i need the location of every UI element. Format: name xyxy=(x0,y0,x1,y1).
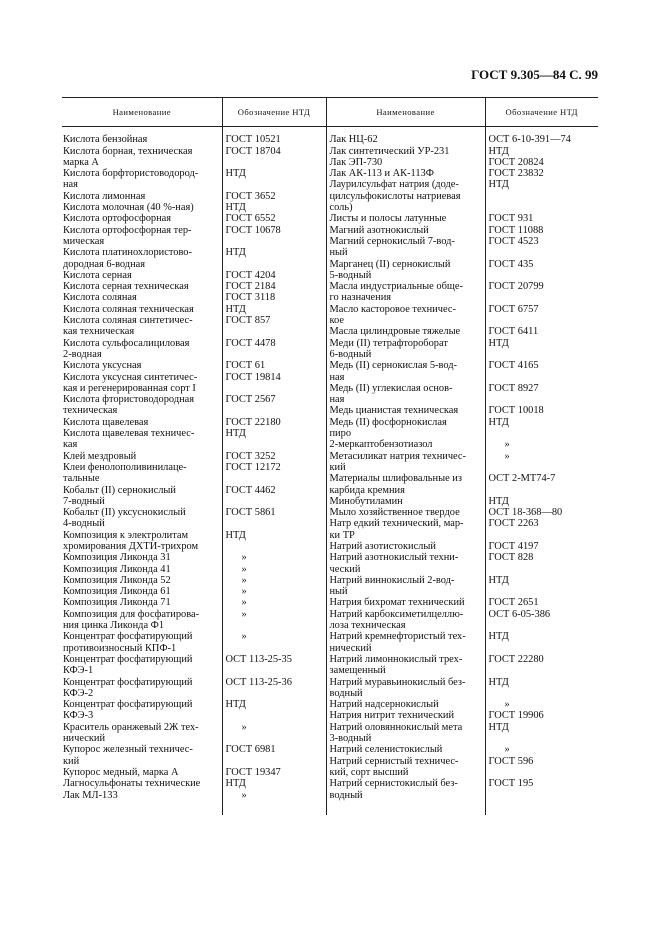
page-header: ГОСТ 9.305—84 С. 99 xyxy=(471,67,598,82)
right-ntd-line: НТД xyxy=(488,676,509,688)
right-name-line: ки ТР xyxy=(329,529,355,541)
left-name-line: Клеи фенолополивинилаце- xyxy=(63,461,187,473)
right-ntd-line: ГОСТ 10018 xyxy=(488,405,544,417)
right-ntd-line: ГОСТ 6757 xyxy=(488,303,539,315)
right-ntd-line: ГОСТ 4197 xyxy=(488,540,539,552)
right-ntd-line xyxy=(489,394,597,405)
right-ntd-line: НТД xyxy=(488,631,509,643)
left-ntd-line: » xyxy=(241,586,247,598)
right-ntd-line: ГОСТ 20824 xyxy=(488,156,544,168)
table-body-row xyxy=(62,127,598,815)
right-ntd-line: ОСТ 6-05-386 xyxy=(488,608,551,620)
left-ntd-line: ГОСТ 3118 xyxy=(225,292,276,304)
left-ntd-line: » xyxy=(241,574,247,586)
left-ntd-line xyxy=(226,710,324,721)
left-ntd-line: ГОСТ 6552 xyxy=(225,213,276,225)
left-ntd-line: ГОСТ 4478 xyxy=(225,337,276,349)
right-name-line: Материалы шлифовальные из xyxy=(329,473,462,485)
header-ntd-right: Обозначение НТД xyxy=(485,98,598,127)
right-name-line: Натрий сернистокислый без- xyxy=(329,778,458,790)
left-ntd-line: НТД xyxy=(225,202,246,214)
right-name-line: Натрий муравьинокислый без- xyxy=(329,676,466,688)
left-name-line: кая xyxy=(63,439,78,451)
right-ntd-line: ГОСТ 6411 xyxy=(488,326,539,338)
left-ntd-line: ГОСТ 22180 xyxy=(225,416,281,428)
left-name-line: Композиция Ликонда 61 xyxy=(63,586,171,598)
right-ntd-line: ГОСТ 20799 xyxy=(488,281,544,293)
right-name-line: Лак ЭП-730 xyxy=(329,156,383,168)
right-name-line: Натрия бихромат технический xyxy=(329,597,465,609)
right-name-line: водный xyxy=(329,789,363,801)
right-ntd-line xyxy=(489,349,597,360)
right-ntd-line xyxy=(489,292,597,303)
right-name-line: Медь (II) углекислая основ- xyxy=(329,382,453,394)
left-ntd-line: » xyxy=(241,631,247,643)
right-ntd-line xyxy=(489,530,597,541)
right-name-line: Медь (II) сернокислая 5-вод- xyxy=(329,360,457,372)
right-name-line: цилсульфокислоты натриевая xyxy=(329,190,461,202)
left-name-line: Кислота платинохлористово- xyxy=(63,247,192,259)
left-ntd-line xyxy=(226,620,324,631)
left-name-line: кая техническая xyxy=(63,326,135,338)
right-name-line: Лаурилсульфат натрия (доде- xyxy=(329,179,459,191)
left-ntd-line xyxy=(226,541,324,552)
left-name-line: 4-водный xyxy=(63,518,105,530)
left-name-line: Кислота сульфосалициловая xyxy=(63,337,190,349)
left-ntd-line xyxy=(226,157,324,168)
left-ntd-line xyxy=(226,473,324,484)
right-name-line: замещенный xyxy=(329,665,386,677)
right-ntd-line xyxy=(489,733,597,744)
left-ntd-line: НТД xyxy=(225,529,246,541)
right-ntd-line: НТД xyxy=(488,416,509,428)
left-name-line: Кислота соляная синтетичес- xyxy=(63,315,193,327)
left-ntd-line xyxy=(226,349,324,360)
left-ntd-line xyxy=(226,756,324,767)
header-name-left: Наименование xyxy=(62,98,222,127)
right-ntd-line: ГОСТ 596 xyxy=(488,755,534,767)
right-name-line: Натрий лимоннокислый трех- xyxy=(329,653,463,665)
right-ntd-line xyxy=(489,790,597,801)
left-ntd-line: ГОСТ 3652 xyxy=(225,190,276,202)
left-ntd-column xyxy=(222,127,326,815)
left-name-line: Кислота ортофосфорная тер- xyxy=(63,224,192,236)
left-ntd-line xyxy=(226,326,324,337)
right-ntd-line xyxy=(489,586,597,597)
right-name-line: Натрий селенистокислый xyxy=(329,744,443,756)
left-name-line: 2-водная xyxy=(63,348,102,360)
right-ntd-line xyxy=(489,202,597,213)
right-ntd-line: НТД xyxy=(488,574,509,586)
right-name-line: Натрий оловяннокислый мета xyxy=(329,721,463,733)
left-name-line: Кислота ортофосфорная xyxy=(63,213,172,225)
right-name-line: Магний азотнокислый xyxy=(329,224,429,236)
left-ntd-line xyxy=(226,688,324,699)
table-header-row xyxy=(62,98,598,127)
left-ntd-line: » xyxy=(241,789,247,801)
right-ntd-line: ГОСТ 23832 xyxy=(488,168,544,180)
right-ntd-line: ГОСТ 2651 xyxy=(488,597,539,609)
right-name-line: карбида кремния xyxy=(329,484,405,496)
right-name-line: лоза техническая xyxy=(329,620,406,632)
right-name-line: пиро xyxy=(329,428,352,440)
left-name-line: тальные xyxy=(63,473,100,485)
left-ntd-line: ГОСТ 4204 xyxy=(225,269,276,281)
right-ntd-line xyxy=(489,372,597,383)
left-ntd-line xyxy=(226,733,324,744)
standards-table xyxy=(62,97,598,815)
left-ntd-line xyxy=(226,383,324,394)
right-ntd-line: » xyxy=(504,439,510,451)
right-name-line: Натрий сернистый техничес- xyxy=(329,755,459,767)
left-ntd-line xyxy=(226,665,324,676)
left-ntd-line: ГОСТ 2567 xyxy=(225,394,276,406)
right-name-line: Лак НЦ-62 xyxy=(329,134,378,146)
left-name-line: Кобальт (II) сернокислый xyxy=(63,484,176,496)
right-name-line: ный xyxy=(329,586,348,598)
right-ntd-line: НТД xyxy=(488,495,509,507)
left-ntd-line: » xyxy=(241,608,247,620)
left-name-line: Композиция Ликонда 52 xyxy=(63,574,171,586)
right-ntd-line: ГОСТ 435 xyxy=(488,258,534,270)
right-name-line: Натрий азотистокислый xyxy=(329,540,436,552)
left-name-line: хромирования ДХТИ-трихром xyxy=(63,540,199,552)
right-name-line: 6-водный xyxy=(329,348,372,360)
left-name-line: Кислота борфтористоводород- xyxy=(63,168,199,180)
left-ntd-line xyxy=(226,518,324,529)
left-name-line: Композиция Ликонда 31 xyxy=(63,552,171,564)
right-name-line: 5-водный xyxy=(329,269,372,281)
left-ntd-line xyxy=(226,179,324,190)
left-name-line: КФЭ-1 xyxy=(63,665,94,677)
right-ntd-line xyxy=(489,462,597,473)
left-ntd-line: ОСТ 113-25-35 xyxy=(225,653,292,665)
right-ntd-line: » xyxy=(504,699,510,711)
right-name-line: Мыло хозяйственное твердое xyxy=(329,507,460,519)
left-name-line: Кислота молочная (40 %-ная) xyxy=(63,202,194,214)
right-name-line: ная xyxy=(329,371,345,383)
right-name-line: кий, сорт высший xyxy=(329,766,409,778)
right-name-line: Минобутиламин xyxy=(329,495,403,507)
left-ntd-line: ГОСТ 19347 xyxy=(225,766,281,778)
right-name-line: ный xyxy=(329,247,348,259)
left-names-column xyxy=(62,127,222,815)
left-ntd-line: » xyxy=(241,552,247,564)
right-name-line: Медь (II) фосфорнокислая xyxy=(329,416,447,428)
right-ntd-line: НТД xyxy=(488,721,509,733)
right-name-line: кое xyxy=(329,315,344,327)
left-name-line: противоизносный КПФ-1 xyxy=(63,642,177,654)
left-ntd-line: ОСТ 113-25-36 xyxy=(225,676,292,688)
right-name-line: Натрий виннокислый 2-вод- xyxy=(329,574,455,586)
left-name-line: Кислота лимонная xyxy=(63,190,146,202)
left-name-line: Кислота серная xyxy=(63,269,132,281)
left-ntd-line xyxy=(226,236,324,247)
right-name-line: Натрий надсернокислый xyxy=(329,699,439,711)
right-name-line: Натрия нитрит технический xyxy=(329,710,455,722)
right-ntd-line: ОСТ 6-10-391—74 xyxy=(488,134,571,146)
left-name-line: КФЭ-3 xyxy=(63,710,94,722)
right-name-line: Натрий азотнокислый техни- xyxy=(329,552,459,564)
left-ntd-line: ГОСТ 61 xyxy=(225,360,266,372)
left-ntd-line xyxy=(226,259,324,270)
right-ntd-line xyxy=(489,688,597,699)
right-ntd-line: » xyxy=(504,744,510,756)
right-name-line: Натрий кремнефтористый тех- xyxy=(329,631,466,643)
left-name-line: Кислота бензойная xyxy=(63,134,148,146)
left-ntd-line: ГОСТ 5861 xyxy=(225,507,276,519)
left-name-line: Лак МЛ-133 xyxy=(63,789,118,801)
left-name-line: Концентрат фосфатирующий xyxy=(63,653,193,665)
right-ntd-line: НТД xyxy=(488,179,509,191)
right-name-line: Масло касторовое техничес- xyxy=(329,303,456,315)
right-name-line: соль) xyxy=(329,202,353,214)
left-ntd-line: НТД xyxy=(225,247,246,259)
right-ntd-line: ГОСТ 828 xyxy=(488,552,534,564)
left-ntd-line xyxy=(226,643,324,654)
left-name-line: Кислота борная, техническая xyxy=(63,145,193,157)
left-name-line: Кислота уксусная синтетичес- xyxy=(63,371,198,383)
left-ntd-line: » xyxy=(241,563,247,575)
right-ntd-line xyxy=(489,428,597,439)
left-name-line: Кислота соляная техническая xyxy=(63,303,194,315)
right-ntd-line: ГОСТ 195 xyxy=(488,778,534,790)
right-name-line: го назначения xyxy=(329,292,392,304)
right-ntd-line: ГОСТ 22280 xyxy=(488,653,544,665)
right-ntd-line xyxy=(489,315,597,326)
left-ntd-line: НТД xyxy=(225,778,246,790)
right-ntd-line: ГОСТ 2263 xyxy=(488,518,539,530)
left-ntd-line: ГОСТ 19814 xyxy=(225,371,281,383)
right-name-line: Листы и полосы латунные xyxy=(329,213,447,225)
left-name-line: Купорос медный, марка А xyxy=(63,766,179,778)
left-name-line: марка А xyxy=(63,156,99,168)
right-ntd-line: ОСТ 18-368—80 xyxy=(488,507,563,519)
right-ntd-line: ГОСТ 4165 xyxy=(488,360,539,372)
right-name-line: Меди (II) тетрафтороборат xyxy=(329,337,448,349)
left-ntd-line: » xyxy=(241,721,247,733)
right-ntd-line xyxy=(489,620,597,631)
left-name-line: Лагносульфонаты технические xyxy=(63,778,201,790)
right-names-column xyxy=(326,127,485,815)
left-name-line: Композиция к электролитам xyxy=(63,529,189,541)
left-ntd-line: ГОСТ 2184 xyxy=(225,281,276,293)
left-ntd-line xyxy=(226,496,324,507)
left-name-line: Клей мездровый xyxy=(63,450,137,462)
left-ntd-line: НТД xyxy=(225,699,246,711)
left-name-line: Краситель оранжевый 2Ж тех- xyxy=(63,721,199,733)
left-name-line: Концентрат фосфатирующий xyxy=(63,676,193,688)
left-name-line: Кобальт (II) уксуснокислый xyxy=(63,507,186,519)
left-ntd-line: » xyxy=(241,597,247,609)
right-ntd-line xyxy=(489,665,597,676)
left-ntd-line xyxy=(226,405,324,416)
left-name-line: нический xyxy=(63,733,105,745)
left-ntd-line: НТД xyxy=(225,168,246,180)
right-name-line: Масла цилиндровые тяжелые xyxy=(329,326,461,338)
left-name-line: мическая xyxy=(63,235,105,247)
right-ntd-line: ОСТ 2-МТ74-7 xyxy=(488,473,556,485)
right-ntd-line xyxy=(489,643,597,654)
left-name-line: Концентрат фосфатирующий xyxy=(63,631,193,643)
right-name-line: Медь цианистая техническая xyxy=(329,405,459,417)
left-ntd-line: ГОСТ 10521 xyxy=(225,134,281,146)
left-name-line: ная xyxy=(63,179,78,191)
right-name-line: нический xyxy=(329,642,372,654)
left-name-line: Кислота соляная xyxy=(63,292,137,304)
left-name-line: Композиция Ликонда 71 xyxy=(63,597,171,609)
right-ntd-line xyxy=(489,564,597,575)
right-ntd-line: ГОСТ 8927 xyxy=(488,382,539,394)
right-ntd-line: ГОСТ 931 xyxy=(488,213,534,225)
right-ntd-line xyxy=(489,247,597,258)
left-ntd-line: ГОСТ 18704 xyxy=(225,145,281,157)
left-ntd-line: ГОСТ 4462 xyxy=(225,484,276,496)
right-ntd-line: ГОСТ 19906 xyxy=(488,710,544,722)
left-ntd-line: НТД xyxy=(225,428,246,440)
right-ntd-line xyxy=(489,191,597,202)
right-ntd-line: ГОСТ 11088 xyxy=(488,224,544,236)
left-name-line: Концентрат фосфатирующий xyxy=(63,699,193,711)
left-name-line: Кислота серная техническая xyxy=(63,281,189,293)
right-name-line: водный xyxy=(329,687,363,699)
right-ntd-line: НТД xyxy=(488,337,509,349)
left-ntd-line: ГОСТ 857 xyxy=(225,315,271,327)
right-name-line: Марганец (II) сернокислый xyxy=(329,258,451,270)
right-name-line: 2-меркаптобензотиазол xyxy=(329,439,433,451)
right-ntd-line xyxy=(489,485,597,496)
right-name-line: Метасиликат натрия техничес- xyxy=(329,450,466,462)
right-name-line: кий xyxy=(329,461,346,473)
right-ntd-column xyxy=(485,127,598,815)
left-name-line: ния цинка Ликонда Ф1 xyxy=(63,620,165,632)
header-name-right: Наименование xyxy=(326,98,485,127)
left-name-line: Композиция для фосфатирова- xyxy=(63,608,200,620)
right-name-line: 3-водный xyxy=(329,733,372,745)
right-ntd-line: » xyxy=(504,450,510,462)
right-name-line: Лак синтетический УР-231 xyxy=(329,145,450,157)
right-ntd-line: НТД xyxy=(488,145,509,157)
right-name-line: ная xyxy=(329,394,345,406)
right-name-line: ческий xyxy=(329,563,361,575)
right-name-line: Натр едкий технический, мар- xyxy=(329,518,464,530)
left-ntd-line: ГОСТ 10678 xyxy=(225,224,281,236)
left-ntd-line: НТД xyxy=(225,303,246,315)
left-name-line: Кислота фтористоводородная xyxy=(63,394,195,406)
left-name-line: 7-водный xyxy=(63,495,105,507)
header-ntd-left: Обозначение НТД xyxy=(222,98,326,127)
left-ntd-line: ГОСТ 12172 xyxy=(225,461,281,473)
left-name-line: кая и регенерированная сорт I xyxy=(63,382,196,394)
left-name-line: Кислота щавелевая техничес- xyxy=(63,428,195,440)
left-name-line: кий xyxy=(63,755,80,767)
right-name-line: Магний сернокислый 7-вод- xyxy=(329,235,455,247)
left-name-line: техническая xyxy=(63,405,118,417)
left-name-line: дородная 6-водная xyxy=(63,258,146,270)
left-name-line: Кислота уксусная xyxy=(63,360,142,372)
left-name-line: КФЭ-2 xyxy=(63,687,94,699)
left-name-line: Кислота щавелевая xyxy=(63,416,149,428)
left-ntd-line xyxy=(226,439,324,450)
left-name-line: Композиция Ликонда 41 xyxy=(63,563,171,575)
right-name-line: Масла индустриальные обще- xyxy=(329,281,463,293)
left-ntd-line: ГОСТ 6981 xyxy=(225,744,276,756)
right-name-line: Лак АК-113 и АК-113Ф xyxy=(329,168,434,180)
right-ntd-line xyxy=(489,270,597,281)
right-name-line: Натрий карбоксиметилцеллю- xyxy=(329,608,464,620)
right-ntd-line: ГОСТ 4523 xyxy=(488,235,539,247)
left-name-line: Купорос железный техничес- xyxy=(63,744,193,756)
right-ntd-line xyxy=(489,767,597,778)
left-ntd-line: ГОСТ 3252 xyxy=(225,450,276,462)
